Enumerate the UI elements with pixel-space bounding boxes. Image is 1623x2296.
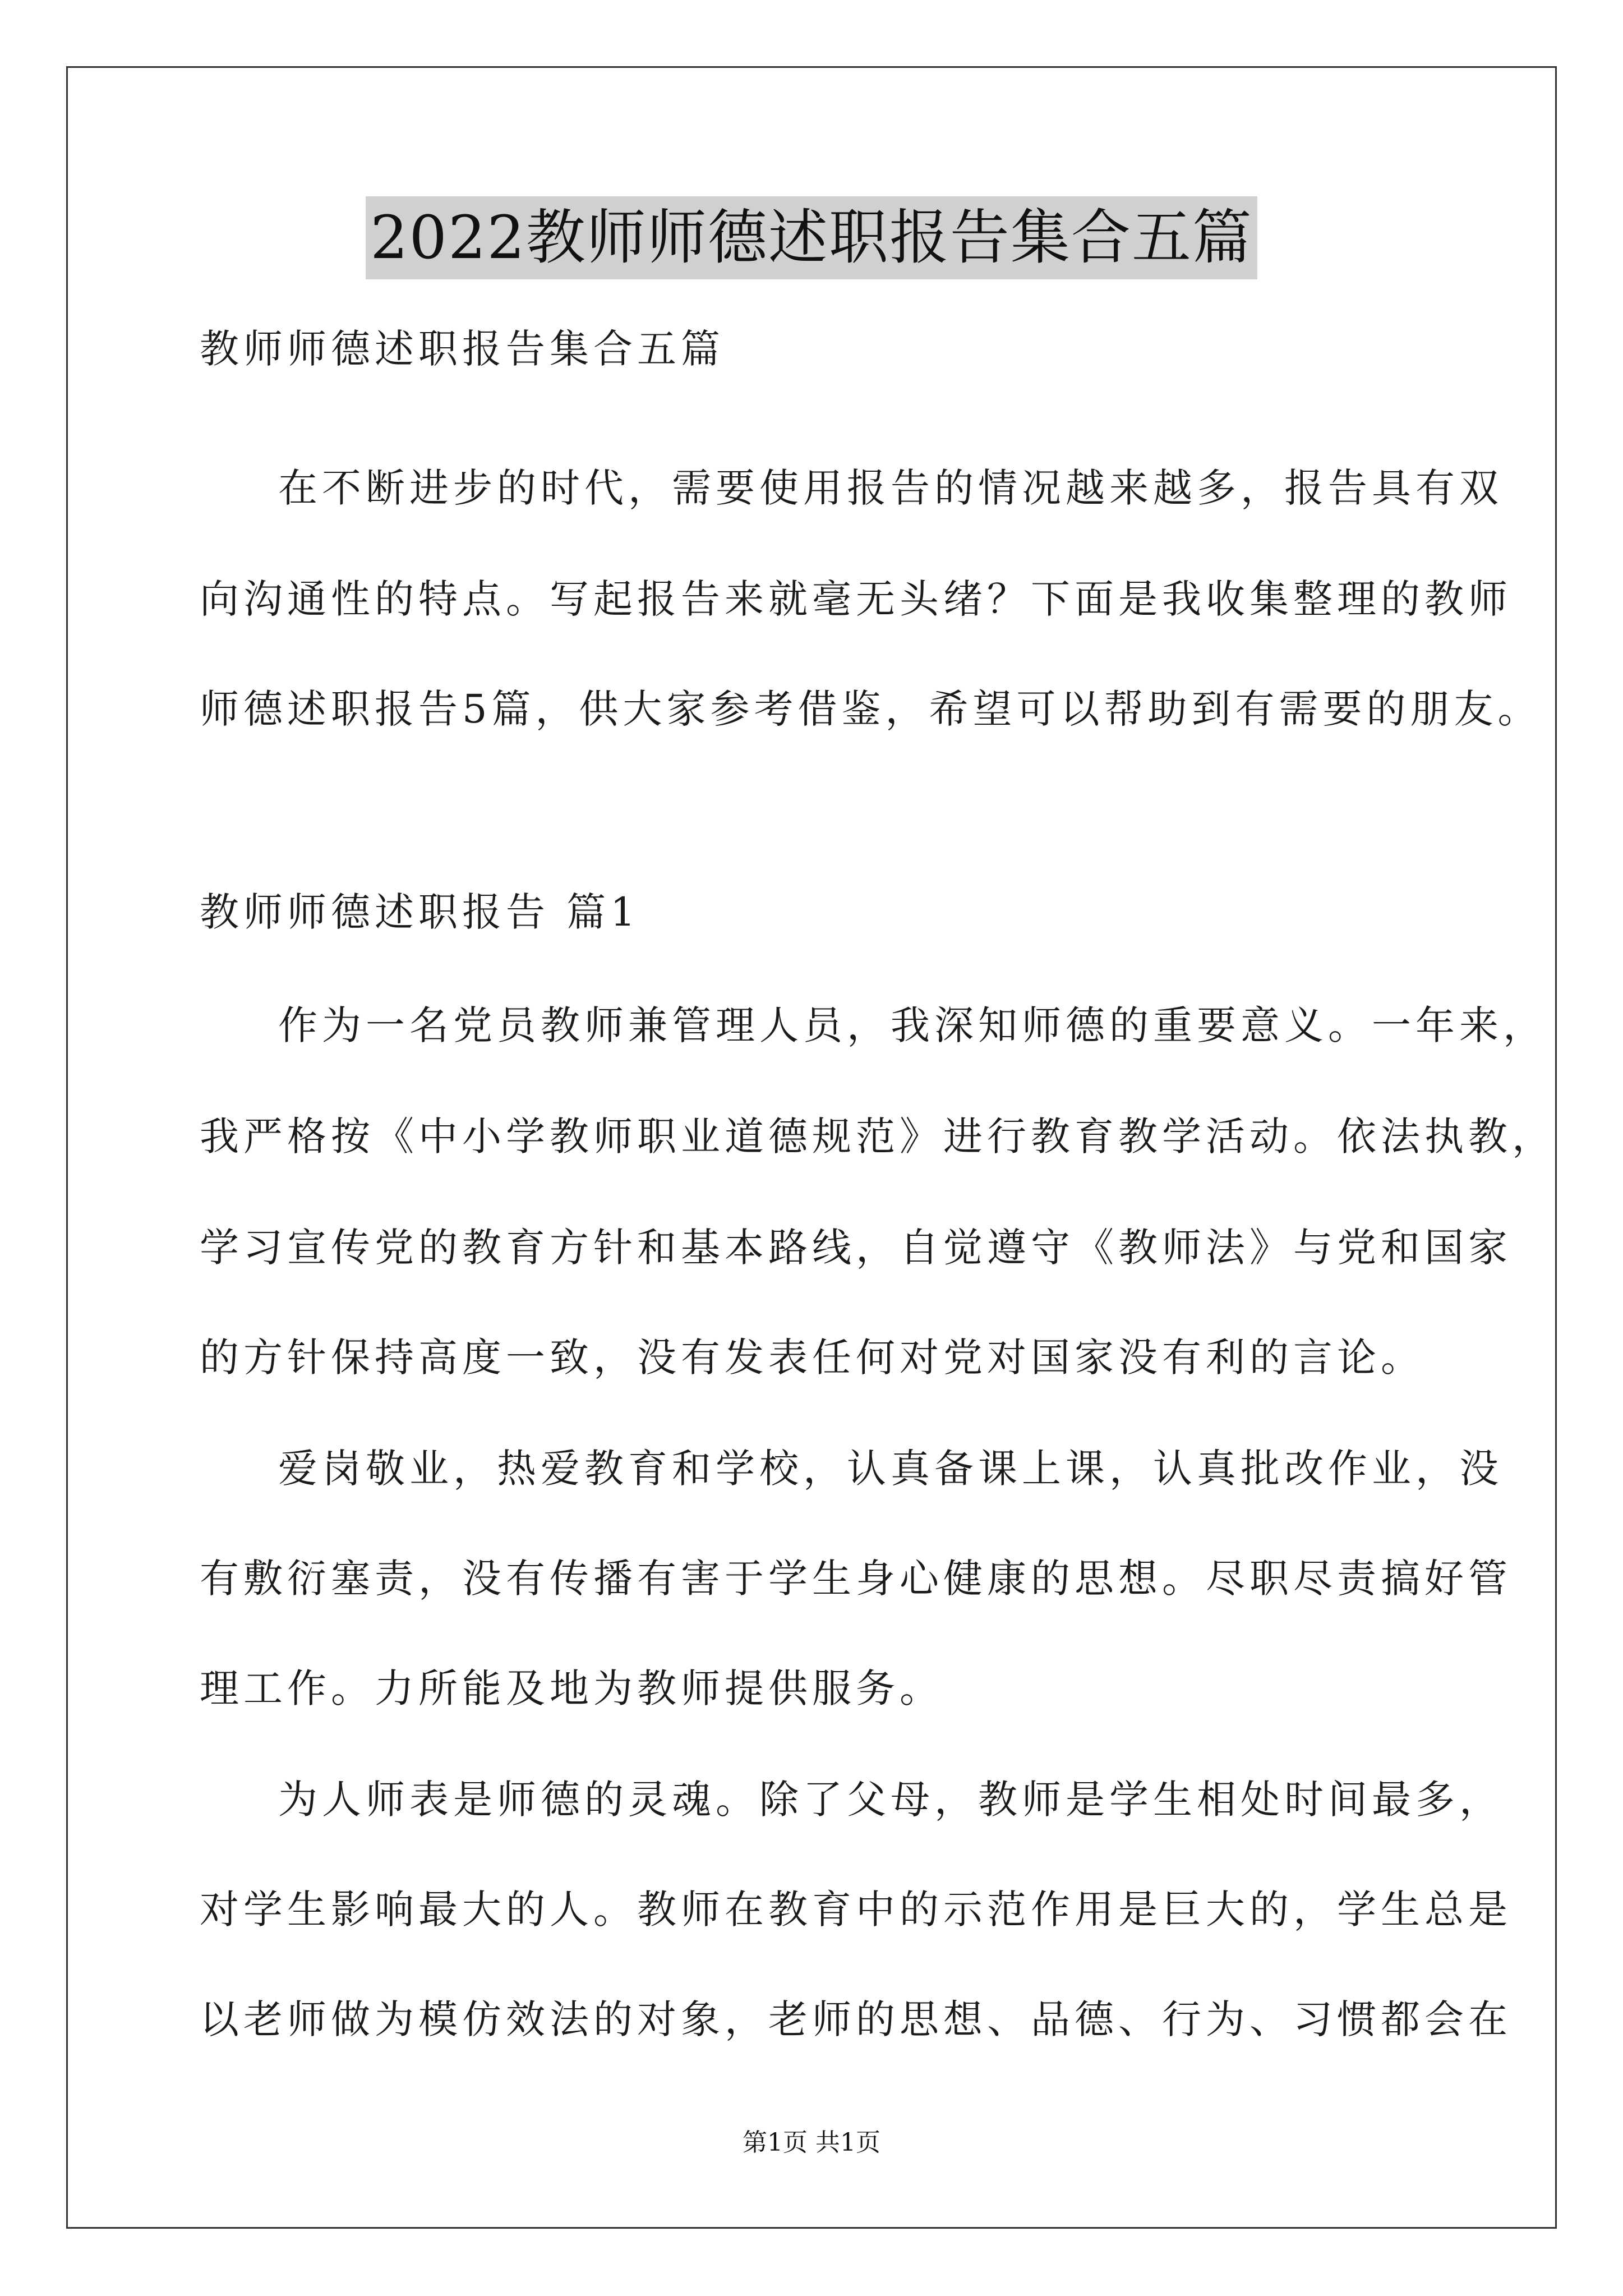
- paragraph3-line-3: 以老师做为模仿效法的对象，老师的思想、品德、行为、习惯都会在: [200, 1996, 1512, 2042]
- intro-line-1: 在不断进步的时代，需要使用报告的情况越来越多，报告具有双: [278, 465, 1503, 511]
- intro-line-2: 向沟通性的特点。写起报告来就毫无头绪？下面是我收集整理的教师: [200, 576, 1512, 622]
- paragraph1-line-3: 学习宣传党的教育方针和基本路线，自觉遵守《教师法》与党和国家: [200, 1225, 1512, 1271]
- paragraph3-line-2: 对学生影响最大的人。教师在教育中的示范作用是巨大的，学生总是: [200, 1887, 1512, 1932]
- page-footer: 第1页 共1页: [743, 2128, 880, 2157]
- document-title: 2022教师师德述职报告集合五篇: [366, 196, 1257, 279]
- section-heading: 教师师德述职报告 篇1: [200, 889, 640, 935]
- paragraph1-line-4: 的方针保持高度一致，没有发表任何对党对国家没有利的言论。: [200, 1335, 1424, 1381]
- paragraph2-line-2: 有敷衍塞责，没有传播有害于学生身心健康的思想。尽职尽责搞好管: [200, 1556, 1512, 1602]
- paragraph2-line-1: 爱岗敬业，热爱教育和学校，认真备课上课，认真批改作业，没: [278, 1446, 1503, 1492]
- paragraph3-line-1: 为人师表是师德的灵魂。除了父母，教师是学生相处时间最多，: [278, 1777, 1503, 1823]
- paragraph1-line-1: 作为一名党员教师兼管理人员，我深知师德的重要意义。一年来，: [278, 1002, 1547, 1048]
- paragraph1-line-2: 我严格按《中小学教师职业道德规范》进行教育教学活动。依法执教，: [200, 1114, 1556, 1159]
- document-subtitle: 教师师德述职报告集合五篇: [200, 326, 725, 372]
- intro-line-3: 师德述职报告5篇，供大家参考借鉴，希望可以帮助到有需要的朋友。: [200, 686, 1542, 732]
- paragraph2-line-3: 理工作。力所能及地为教师提供服务。: [200, 1665, 943, 1711]
- title-container: [0, 196, 1623, 279]
